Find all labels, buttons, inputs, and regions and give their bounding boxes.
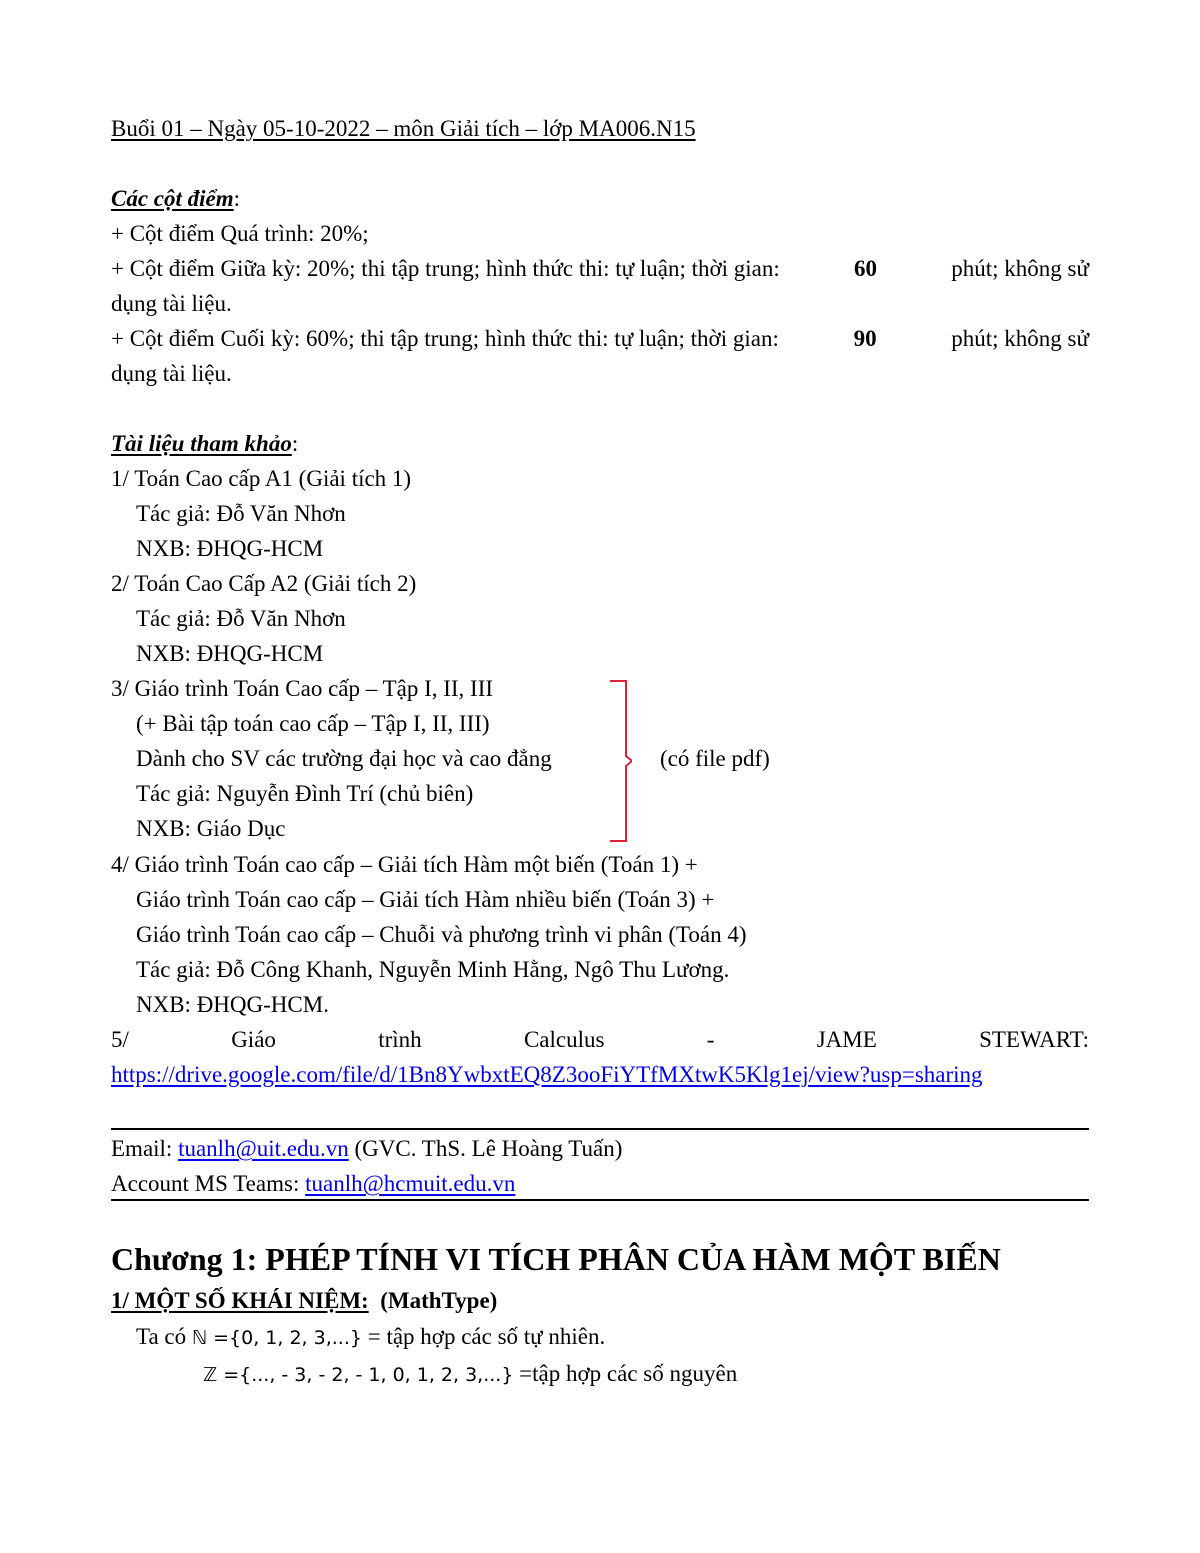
ref5-word: JAME — [816, 1027, 877, 1052]
ref3-sub: (+ Bài tập toán cao cấp – Tập I, II, III) — [136, 711, 490, 736]
ref5-word: STEWART: — [979, 1027, 1089, 1052]
grades-title — [111, 185, 240, 213]
teams-link[interactable]: tuanlh@hcmuit.edu.vn — [305, 1171, 516, 1196]
ref5-link-line — [111, 1061, 983, 1089]
grade-final-minutes: 90 — [853, 326, 877, 351]
grade-final-cont: dụng tài liệu. — [111, 361, 232, 386]
refs-title-text: Tài liệu tham khảo — [111, 431, 292, 456]
ref3-author: Tác giả: Nguyễn Đình Trí (chủ biên) — [136, 781, 474, 806]
teams-label: Account MS Teams: — [111, 1171, 300, 1196]
ref3-title: 3/ Giáo trình Toán Cao cấp – Tập I, II, III — [111, 676, 494, 701]
line1-suffix: = tập hợp các số tự nhiên. — [367, 1324, 606, 1349]
email-link[interactable]: tuanlh@uit.edu.vn — [178, 1136, 349, 1161]
integer-set-formula: ℤ ={..., - 3, - 2, - 1, 0, 1, 2, 3,...} — [203, 1364, 514, 1386]
ref1-author: Tác giả: Đỗ Văn Nhơn — [136, 501, 346, 526]
integers-line — [203, 1360, 737, 1388]
grade-item-final — [111, 325, 1089, 353]
ref4-line3: Giáo trình Toán cao cấp – Chuỗi và phương trình vi phân (Toán 4) — [136, 922, 747, 947]
ref2-title: 2/ Toán Cao Cấp A2 (Giải tích 2) — [111, 571, 417, 596]
ref2-author: Tác giả: Đỗ Văn Nhơn — [136, 606, 346, 631]
grade-item-midterm — [111, 255, 1089, 283]
grade-midterm-text: + Cột điểm Giữa kỳ: 20%; thi tập trung; hình thức thi: tự luận; thời gian: — [111, 256, 780, 281]
ref5-drive-link[interactable]: https://drive.google.com/file/d/1Bn8YwbxtEQ8Z3ooFiYTfMXtwK5Klg1ej/view?usp=sharing — [111, 1062, 983, 1087]
ref5-word: Giáo — [231, 1027, 276, 1052]
ref5-word: - — [706, 1027, 715, 1052]
ref4-line2: Giáo trình Toán cao cấp – Giải tích Hàm nhiều biến (Toán 3) + — [136, 887, 715, 912]
ref4-publisher: NXB: ĐHQG-HCM. — [136, 992, 329, 1017]
ref3-audience: Dành cho SV các trường đại học và cao đẳng — [136, 746, 552, 771]
grade-final-text: + Cột điểm Cuối kỳ: 60%; thi tập trung; hình thức thi: tự luận; thời gian: — [111, 326, 779, 351]
natural-set-formula: ℕ ={0, 1, 2, 3,...} — [191, 1327, 362, 1349]
chapter-title: Chương 1: PHÉP TÍNH VI TÍCH PHÂN CỦA HÀM MỘT BIẾN — [111, 1241, 1001, 1277]
email-label: Email: — [111, 1136, 173, 1161]
divider-bottom — [111, 1199, 1089, 1201]
section-heading — [111, 1287, 497, 1315]
refs-title-colon: : — [291, 431, 299, 456]
grade-midterm-minutes: 60 — [854, 256, 878, 281]
email-note: (GVC. ThS. Lê Hoàng Tuấn) — [354, 1136, 623, 1161]
ref5-word: Calculus — [523, 1027, 605, 1052]
ref3-publisher: NXB: Giáo Dục — [136, 816, 286, 841]
grade-midterm-cont: dụng tài liệu. — [111, 291, 232, 316]
section-label: 1/ MỘT SỐ KHÁI NIỆM: — [111, 1288, 369, 1313]
line2-suffix: =tập hợp các số nguyên — [519, 1361, 738, 1386]
line1-prefix: Ta có — [136, 1324, 187, 1349]
ref2-publisher: NXB: ĐHQG-HCM — [136, 641, 324, 666]
refs-title — [111, 430, 298, 458]
ref5-word: 5/ — [111, 1027, 129, 1052]
ref3-note: (có file pdf) — [660, 746, 770, 771]
ref5-title — [111, 1026, 1089, 1054]
contact-email — [111, 1135, 622, 1163]
ref1-publisher: NXB: ĐHQG-HCM — [136, 536, 324, 561]
contact-teams — [111, 1170, 515, 1198]
grades-title-colon: : — [233, 186, 241, 211]
grades-title-text: Các cột điểm — [111, 186, 234, 211]
session-heading: Buổi 01 – Ngày 05-10-2022 – môn Giải tích – lớp MA006.N15 — [111, 116, 696, 141]
ref5-word: trình — [378, 1027, 422, 1052]
grade-final-tail: phút; không sử — [951, 326, 1089, 351]
grade-midterm-tail: phút; không sử — [951, 256, 1089, 281]
ref1-title: 1/ Toán Cao cấp A1 (Giải tích 1) — [111, 466, 412, 491]
ref4-author: Tác giả: Đỗ Công Khanh, Nguyễn Minh Hằng, Ngô Thu Lương. — [136, 957, 730, 982]
grade-item-process: + Cột điểm Quá trình: 20%; — [111, 221, 369, 246]
divider-top — [111, 1128, 1089, 1130]
ref4-line1: 4/ Giáo trình Toán cao cấp – Giải tích Hàm một biến (Toán 1) + — [111, 852, 698, 877]
natural-numbers-line — [136, 1323, 605, 1351]
section-note: (MathType) — [380, 1288, 498, 1313]
right-brace-icon — [608, 680, 632, 842]
